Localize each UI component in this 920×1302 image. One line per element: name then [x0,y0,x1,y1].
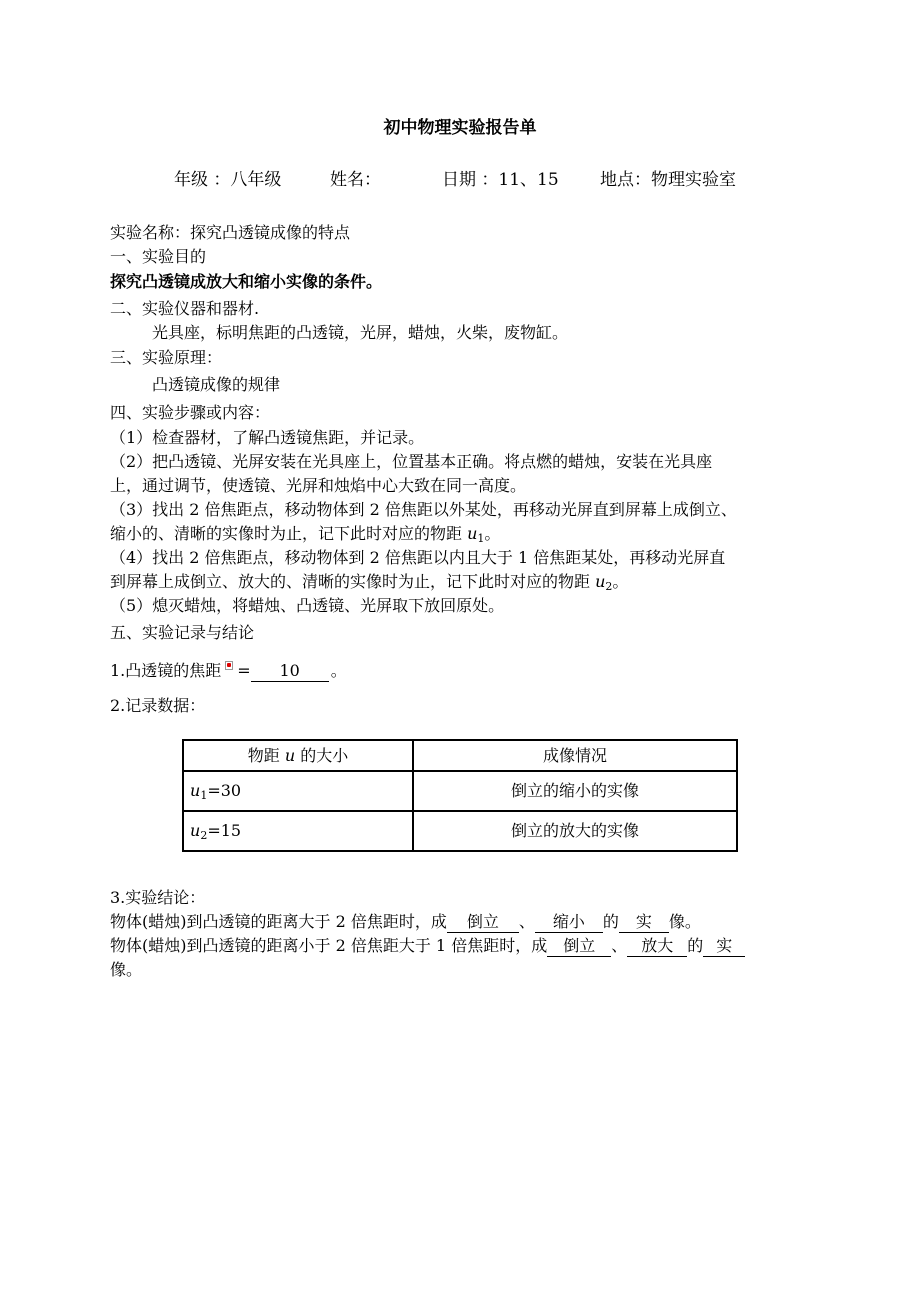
table-cell-distance: $u_2=15$ [183,811,413,851]
blank-size: 放大 [627,936,687,957]
table-header-image: 成像情况 [413,740,737,771]
page-title: 初中物理实验报告单 [383,118,537,138]
step-4-line-2: 到屏幕上成倒立、放大的、清晰的实像时为止，记下此时对应的物距 $u_2$。 [110,572,629,593]
table-cell-image: 倒立的放大的实像 [413,811,737,851]
step-2-line-2: 上，通过调节，使透镜、光屏和烛焰中心大致在同一高度。 [110,476,527,495]
equipment-text: 光具座，标明焦距的凸透镜，光屏，蜡烛，火柴，废物缸。 [152,323,569,342]
step-4-line-1: （4）找出 2 倍焦距点，移动物体到 2 倍焦距以内且大于 1 倍焦距某处，再移动光屏直 [110,548,726,567]
table-header-distance: 物距 u 的大小 [183,740,413,771]
focal-length-value: 10 [251,661,329,682]
equipment-heading: 二、实验仪器和器材. [110,299,260,318]
name-field: 姓名： [330,170,381,190]
record-data-heading: 2.记录数据： [110,696,206,715]
step-1: （1）检查器材，了解凸透镜焦距，并记录。 [110,428,425,447]
table-cell-image: 倒立的缩小的实像 [413,771,737,811]
step-3-line-2: 缩小的、清晰的实像时为止，记下此时对应的物距 $u_1$。 [110,524,501,545]
grade-field: 年级 ：八年级 [174,170,282,190]
focal-length-line: 1.凸透镜的焦距 = 10 。 [110,661,347,680]
table-header-row [183,740,737,771]
blank-size: 缩小 [535,912,603,933]
purpose-text: 探究凸透镜成放大和缩小实像的条件。 [110,272,383,291]
principle-heading: 三、实验原理： [110,348,223,367]
conclusion-heading: 3.实验结论： [110,888,206,907]
blank-type: 实 [619,912,669,933]
table-cell-distance: $u_1=30$ [183,771,413,811]
purpose-heading: 一、实验目的 [110,247,207,266]
blank-type: 实 [703,936,745,957]
conclusion-line-1: 物体(蜡烛)到凸透镜的距离大于 2 倍焦距时，成 倒立 、 缩小 的 实 像。 [110,912,701,931]
record-table [182,739,738,852]
table-row [183,811,737,851]
principle-text: 凸透镜成像的规律 [152,375,281,394]
date-field: 日期 ：11、15 [442,170,559,190]
place-field: 地点：物理实验室 [600,170,736,190]
experiment-name: 实验名称：探究凸透镜成像的特点 [110,223,351,242]
step-5: （5）熄灭蜡烛，将蜡烛、凸透镜、光屏取下放回原处。 [110,596,505,615]
records-heading: 五、实验记录与结论 [110,623,255,642]
blank-orientation: 倒立 [547,936,611,957]
broken-image-icon [225,661,233,670]
conclusion-line-2: 物体(蜡烛)到凸透镜的距离小于 2 倍焦距大于 1 倍焦距时，成 倒立 、 放大 的 实 [110,934,745,958]
step-3-line-1: （3）找出 2 倍焦距点，移动物体到 2 倍焦距以外某处，再移动光屏直到屏幕上成倒立、 [110,500,737,519]
blank-orientation: 倒立 [447,912,519,933]
table-row [183,771,737,811]
conclusion-line-2-end: 像。 [110,960,143,979]
steps-heading: 四、实验步骤或内容： [110,403,271,422]
step-2-line-1: （2）把凸透镜、光屏安装在光具座上，位置基本正确。将点燃的蜡烛，安装在光具座 [110,452,713,471]
